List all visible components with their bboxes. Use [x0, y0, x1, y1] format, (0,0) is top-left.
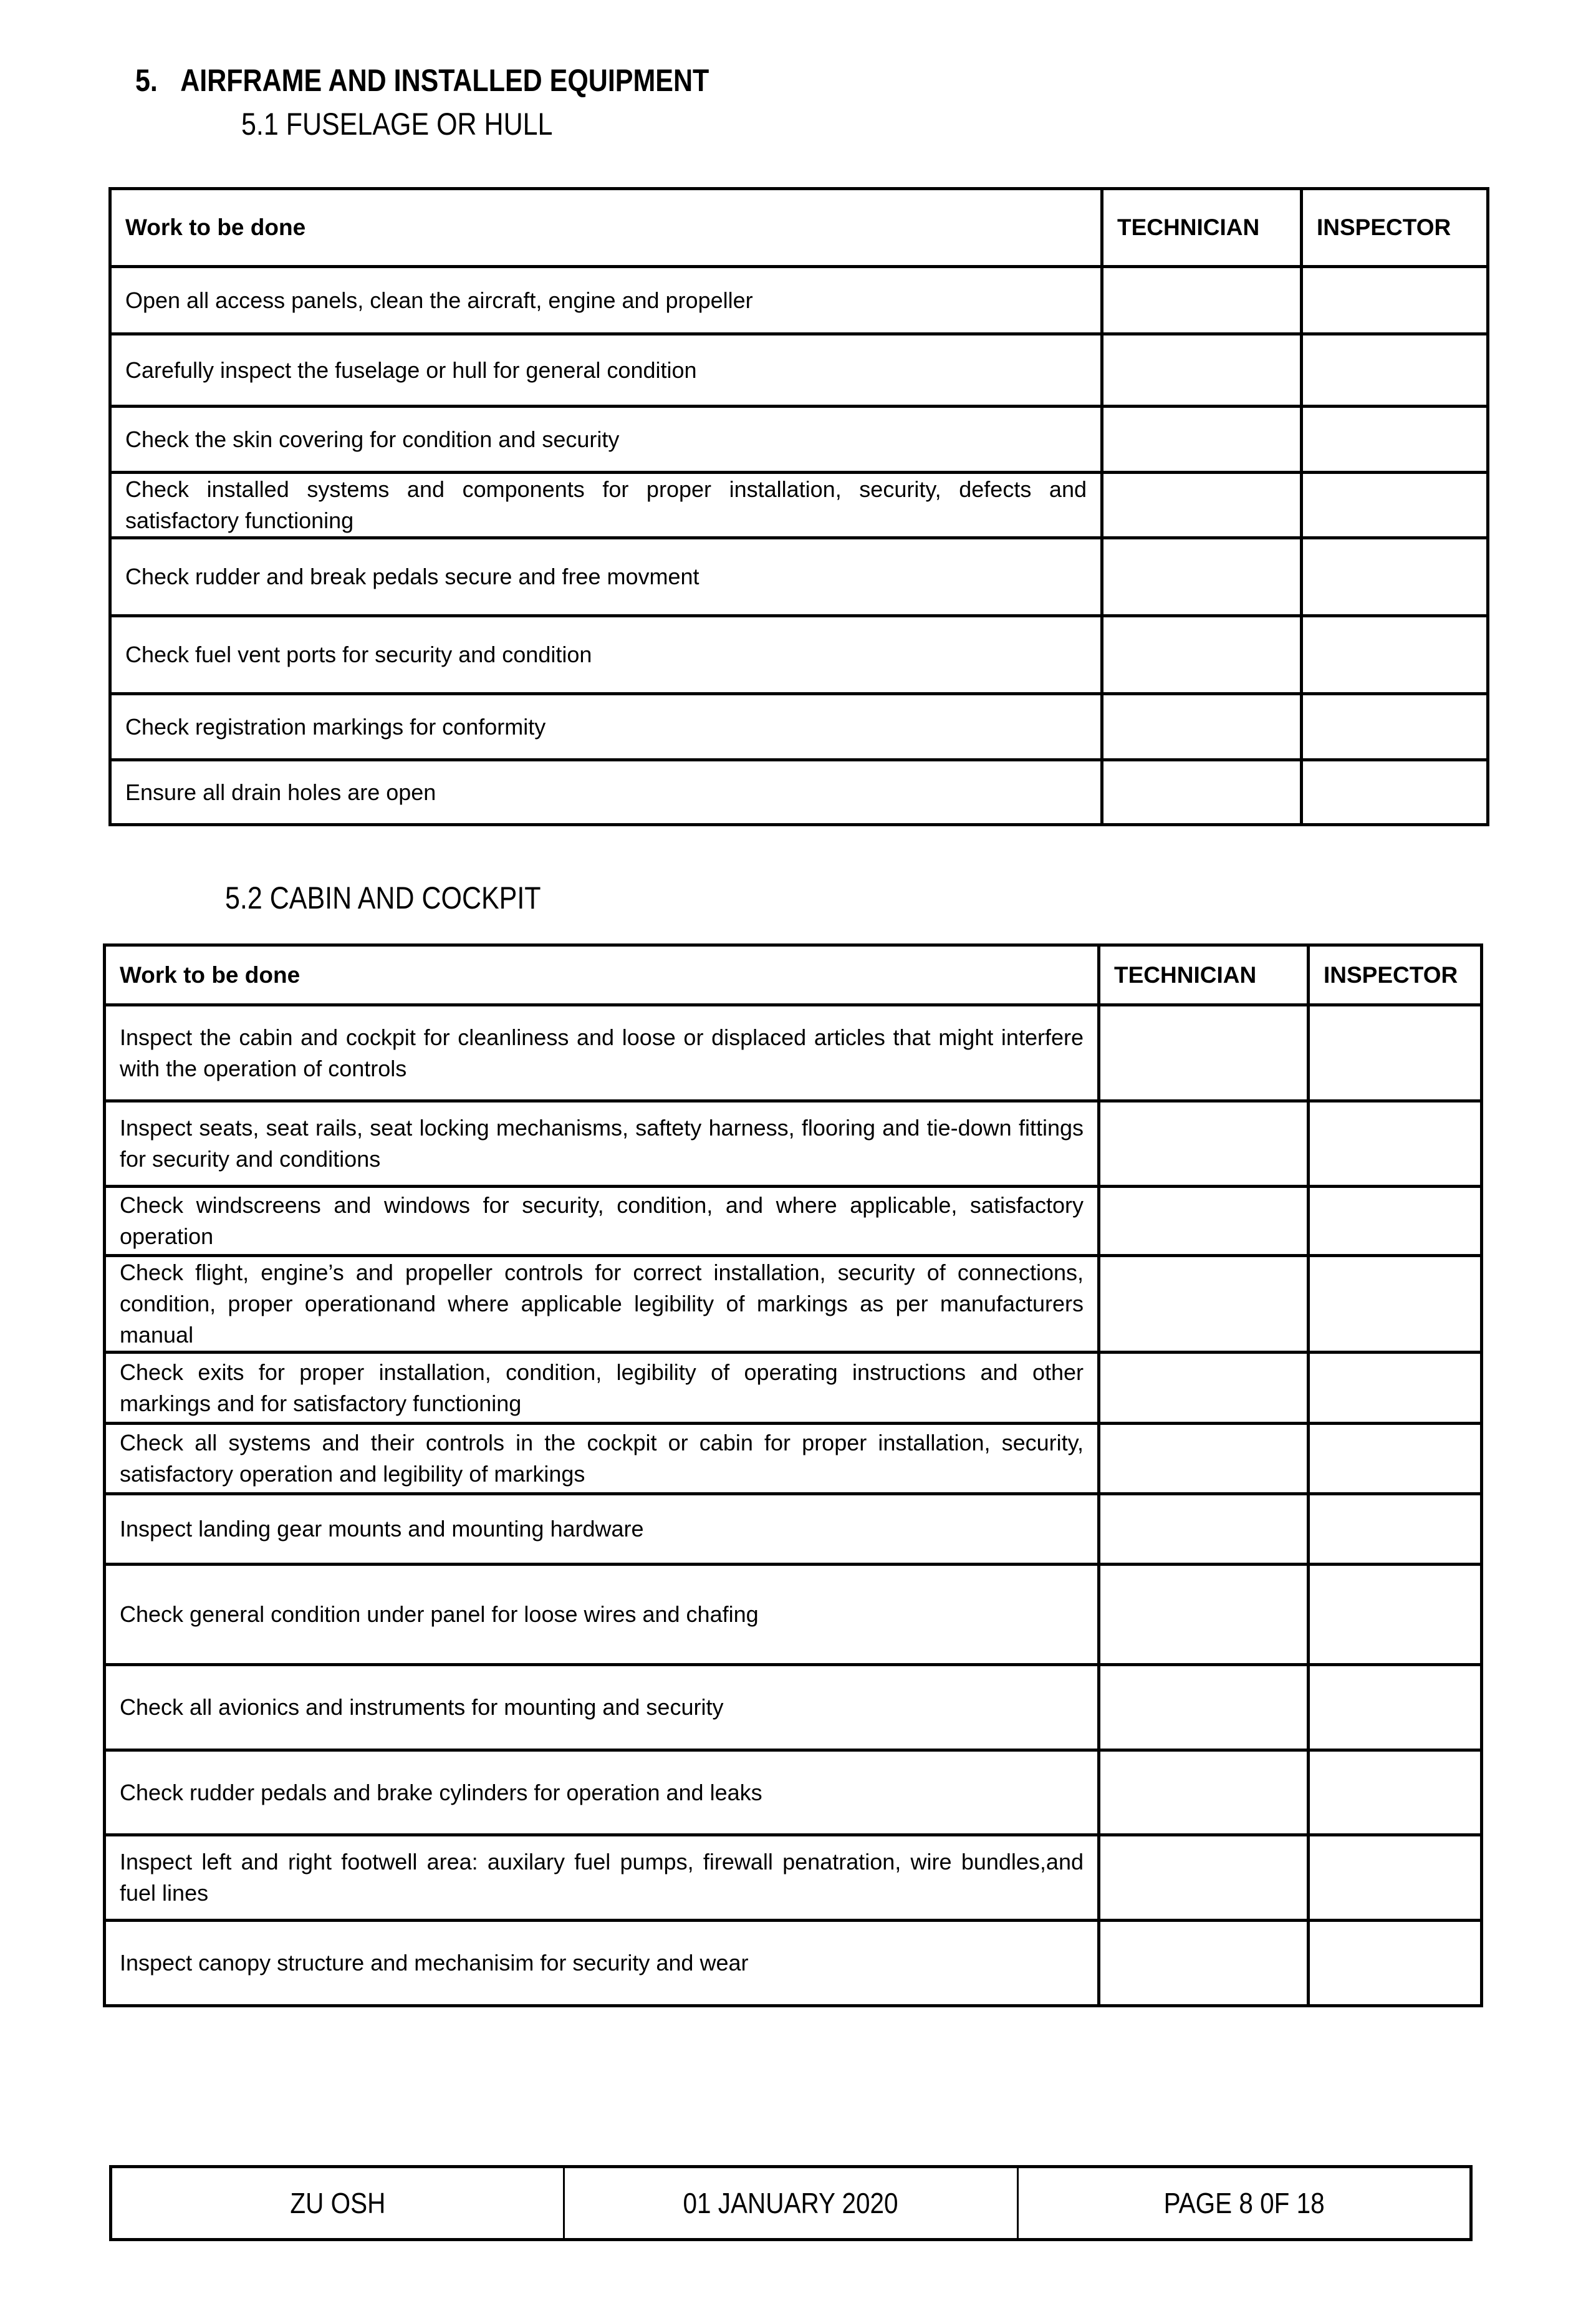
- inspector-signoff-cell[interactable]: [1302, 407, 1488, 473]
- task-description: Check flight, engine’s and propeller controls for correct installation, security of connections, condition, proper operationand where applicable legibility of markings as per manufacturers manual: [105, 1256, 1099, 1353]
- inspector-signoff-cell[interactable]: [1302, 473, 1488, 538]
- table-row: [110, 473, 1488, 538]
- inspector-signoff-cell[interactable]: [1302, 616, 1488, 694]
- table-row: [105, 1565, 1482, 1665]
- table-row: [110, 267, 1488, 334]
- footer-date: 01 JANUARY 2020: [564, 2167, 1017, 2240]
- column-header-work: Work to be done: [110, 189, 1102, 267]
- inspector-signoff-cell[interactable]: [1309, 1353, 1482, 1424]
- column-header-technician: TECHNICIAN: [1099, 945, 1309, 1005]
- subsection-heading-cabin: 5.2 CABIN AND COCKPIT: [225, 880, 541, 915]
- table-row: [105, 1353, 1482, 1424]
- table-row: [110, 407, 1488, 473]
- subsection-heading-fuselage: 5.1 FUSELAGE OR HULL: [241, 107, 553, 142]
- table-row: [105, 1921, 1482, 2006]
- fuselage-checklist-table: [108, 187, 1489, 826]
- inspector-signoff-cell[interactable]: [1309, 1835, 1482, 1921]
- technician-signoff-cell[interactable]: [1099, 1424, 1309, 1494]
- table-row: [105, 1424, 1482, 1494]
- inspector-signoff-cell[interactable]: [1302, 538, 1488, 616]
- task-description: Check rudder pedals and brake cylinders for operation and leaks: [105, 1750, 1099, 1835]
- technician-signoff-cell[interactable]: [1099, 1256, 1309, 1353]
- task-description: Inspect the cabin and cockpit for cleanliness and loose or displaced articles that might interfere with the operation of controls: [105, 1005, 1099, 1101]
- technician-signoff-cell[interactable]: [1102, 407, 1302, 473]
- task-description: Check exits for proper installation, condition, legibility of operating instructions and other markings and for satisfactory functioning: [105, 1353, 1099, 1424]
- task-description: Check all systems and their controls in the cockpit or cabin for proper installation, security, satisfactory operation and legibility of markings: [105, 1424, 1099, 1494]
- technician-signoff-cell[interactable]: [1102, 334, 1302, 407]
- technician-signoff-cell[interactable]: [1099, 1921, 1309, 2006]
- task-description: Inspect canopy structure and mechanisim for security and wear: [105, 1921, 1099, 2006]
- table-row: [110, 538, 1488, 616]
- inspector-signoff-cell[interactable]: [1309, 1565, 1482, 1665]
- section-heading: [135, 62, 709, 99]
- table-row: [110, 694, 1488, 760]
- inspector-signoff-cell[interactable]: [1309, 1665, 1482, 1750]
- task-description: Ensure all drain holes are open: [110, 760, 1102, 825]
- footer-organization: ZU OSH: [111, 2167, 564, 2240]
- table-row: [105, 1494, 1482, 1565]
- technician-signoff-cell[interactable]: [1099, 1494, 1309, 1565]
- task-description: Check windscreens and windows for security, condition, and where applicable, satisfactory operation: [105, 1187, 1099, 1256]
- column-header-technician: TECHNICIAN: [1102, 189, 1302, 267]
- inspector-signoff-cell[interactable]: [1302, 694, 1488, 760]
- table-row: [105, 1256, 1482, 1353]
- page-footer: [109, 2165, 1473, 2241]
- inspector-signoff-cell[interactable]: [1309, 1101, 1482, 1187]
- inspector-signoff-cell[interactable]: [1302, 760, 1488, 825]
- table-row: [110, 760, 1488, 825]
- table-row: [105, 1665, 1482, 1750]
- task-description: Check rudder and break pedals secure and free movment: [110, 538, 1102, 616]
- task-description: Inspect left and right footwell area: auxilary fuel pumps, firewall penatration, wire bundles,and fuel lines: [105, 1835, 1099, 1921]
- technician-signoff-cell[interactable]: [1102, 538, 1302, 616]
- task-description: Inspect landing gear mounts and mounting hardware: [105, 1494, 1099, 1565]
- task-description: Open all access panels, clean the aircraft, engine and propeller: [110, 267, 1102, 334]
- inspector-signoff-cell[interactable]: [1309, 1921, 1482, 2006]
- task-description: Inspect seats, seat rails, seat locking mechanisms, saftety harness, flooring and tie-down fittings for security and conditions: [105, 1101, 1099, 1187]
- technician-signoff-cell[interactable]: [1099, 1005, 1309, 1101]
- technician-signoff-cell[interactable]: [1099, 1187, 1309, 1256]
- technician-signoff-cell[interactable]: [1099, 1750, 1309, 1835]
- technician-signoff-cell[interactable]: [1099, 1565, 1309, 1665]
- technician-signoff-cell[interactable]: [1099, 1353, 1309, 1424]
- inspector-signoff-cell[interactable]: [1309, 1750, 1482, 1835]
- column-header-inspector: INSPECTOR: [1302, 189, 1488, 267]
- task-description: Check registration markings for conformity: [110, 694, 1102, 760]
- inspector-signoff-cell[interactable]: [1309, 1494, 1482, 1565]
- table-row: [105, 1835, 1482, 1921]
- inspector-signoff-cell[interactable]: [1309, 1424, 1482, 1494]
- table-row: [105, 1187, 1482, 1256]
- table-row: [110, 616, 1488, 694]
- technician-signoff-cell[interactable]: [1102, 267, 1302, 334]
- inspector-signoff-cell[interactable]: [1302, 334, 1488, 407]
- task-description: Carefully inspect the fuselage or hull for general condition: [110, 334, 1102, 407]
- technician-signoff-cell[interactable]: [1102, 616, 1302, 694]
- technician-signoff-cell[interactable]: [1102, 694, 1302, 760]
- task-description: Check general condition under panel for loose wires and chafing: [105, 1565, 1099, 1665]
- technician-signoff-cell[interactable]: [1099, 1101, 1309, 1187]
- technician-signoff-cell[interactable]: [1102, 473, 1302, 538]
- table-row: [105, 1005, 1482, 1101]
- technician-signoff-cell[interactable]: [1099, 1665, 1309, 1750]
- table-header-row: [105, 945, 1482, 1005]
- column-header-inspector: INSPECTOR: [1309, 945, 1482, 1005]
- technician-signoff-cell[interactable]: [1099, 1835, 1309, 1921]
- task-description: Check all avionics and instruments for mounting and security: [105, 1665, 1099, 1750]
- table-row: [105, 1101, 1482, 1187]
- section-title: AIRFRAME AND INSTALLED EQUIPMENT: [180, 63, 709, 98]
- task-description: Check installed systems and components for proper installation, security, defects and satisfactory functioning: [110, 473, 1102, 538]
- inspector-signoff-cell[interactable]: [1302, 267, 1488, 334]
- inspector-signoff-cell[interactable]: [1309, 1005, 1482, 1101]
- technician-signoff-cell[interactable]: [1102, 760, 1302, 825]
- task-description: Check the skin covering for condition and security: [110, 407, 1102, 473]
- table-header-row: [110, 189, 1488, 267]
- column-header-work: Work to be done: [105, 945, 1099, 1005]
- table-row: [105, 1750, 1482, 1835]
- cabin-checklist-table: [103, 943, 1483, 2007]
- footer-page-number: PAGE 8 0F 18: [1017, 2167, 1471, 2240]
- task-description: Check fuel vent ports for security and condition: [110, 616, 1102, 694]
- table-row: [110, 334, 1488, 407]
- section-number: 5.: [135, 63, 158, 98]
- inspector-signoff-cell[interactable]: [1309, 1256, 1482, 1353]
- inspector-signoff-cell[interactable]: [1309, 1187, 1482, 1256]
